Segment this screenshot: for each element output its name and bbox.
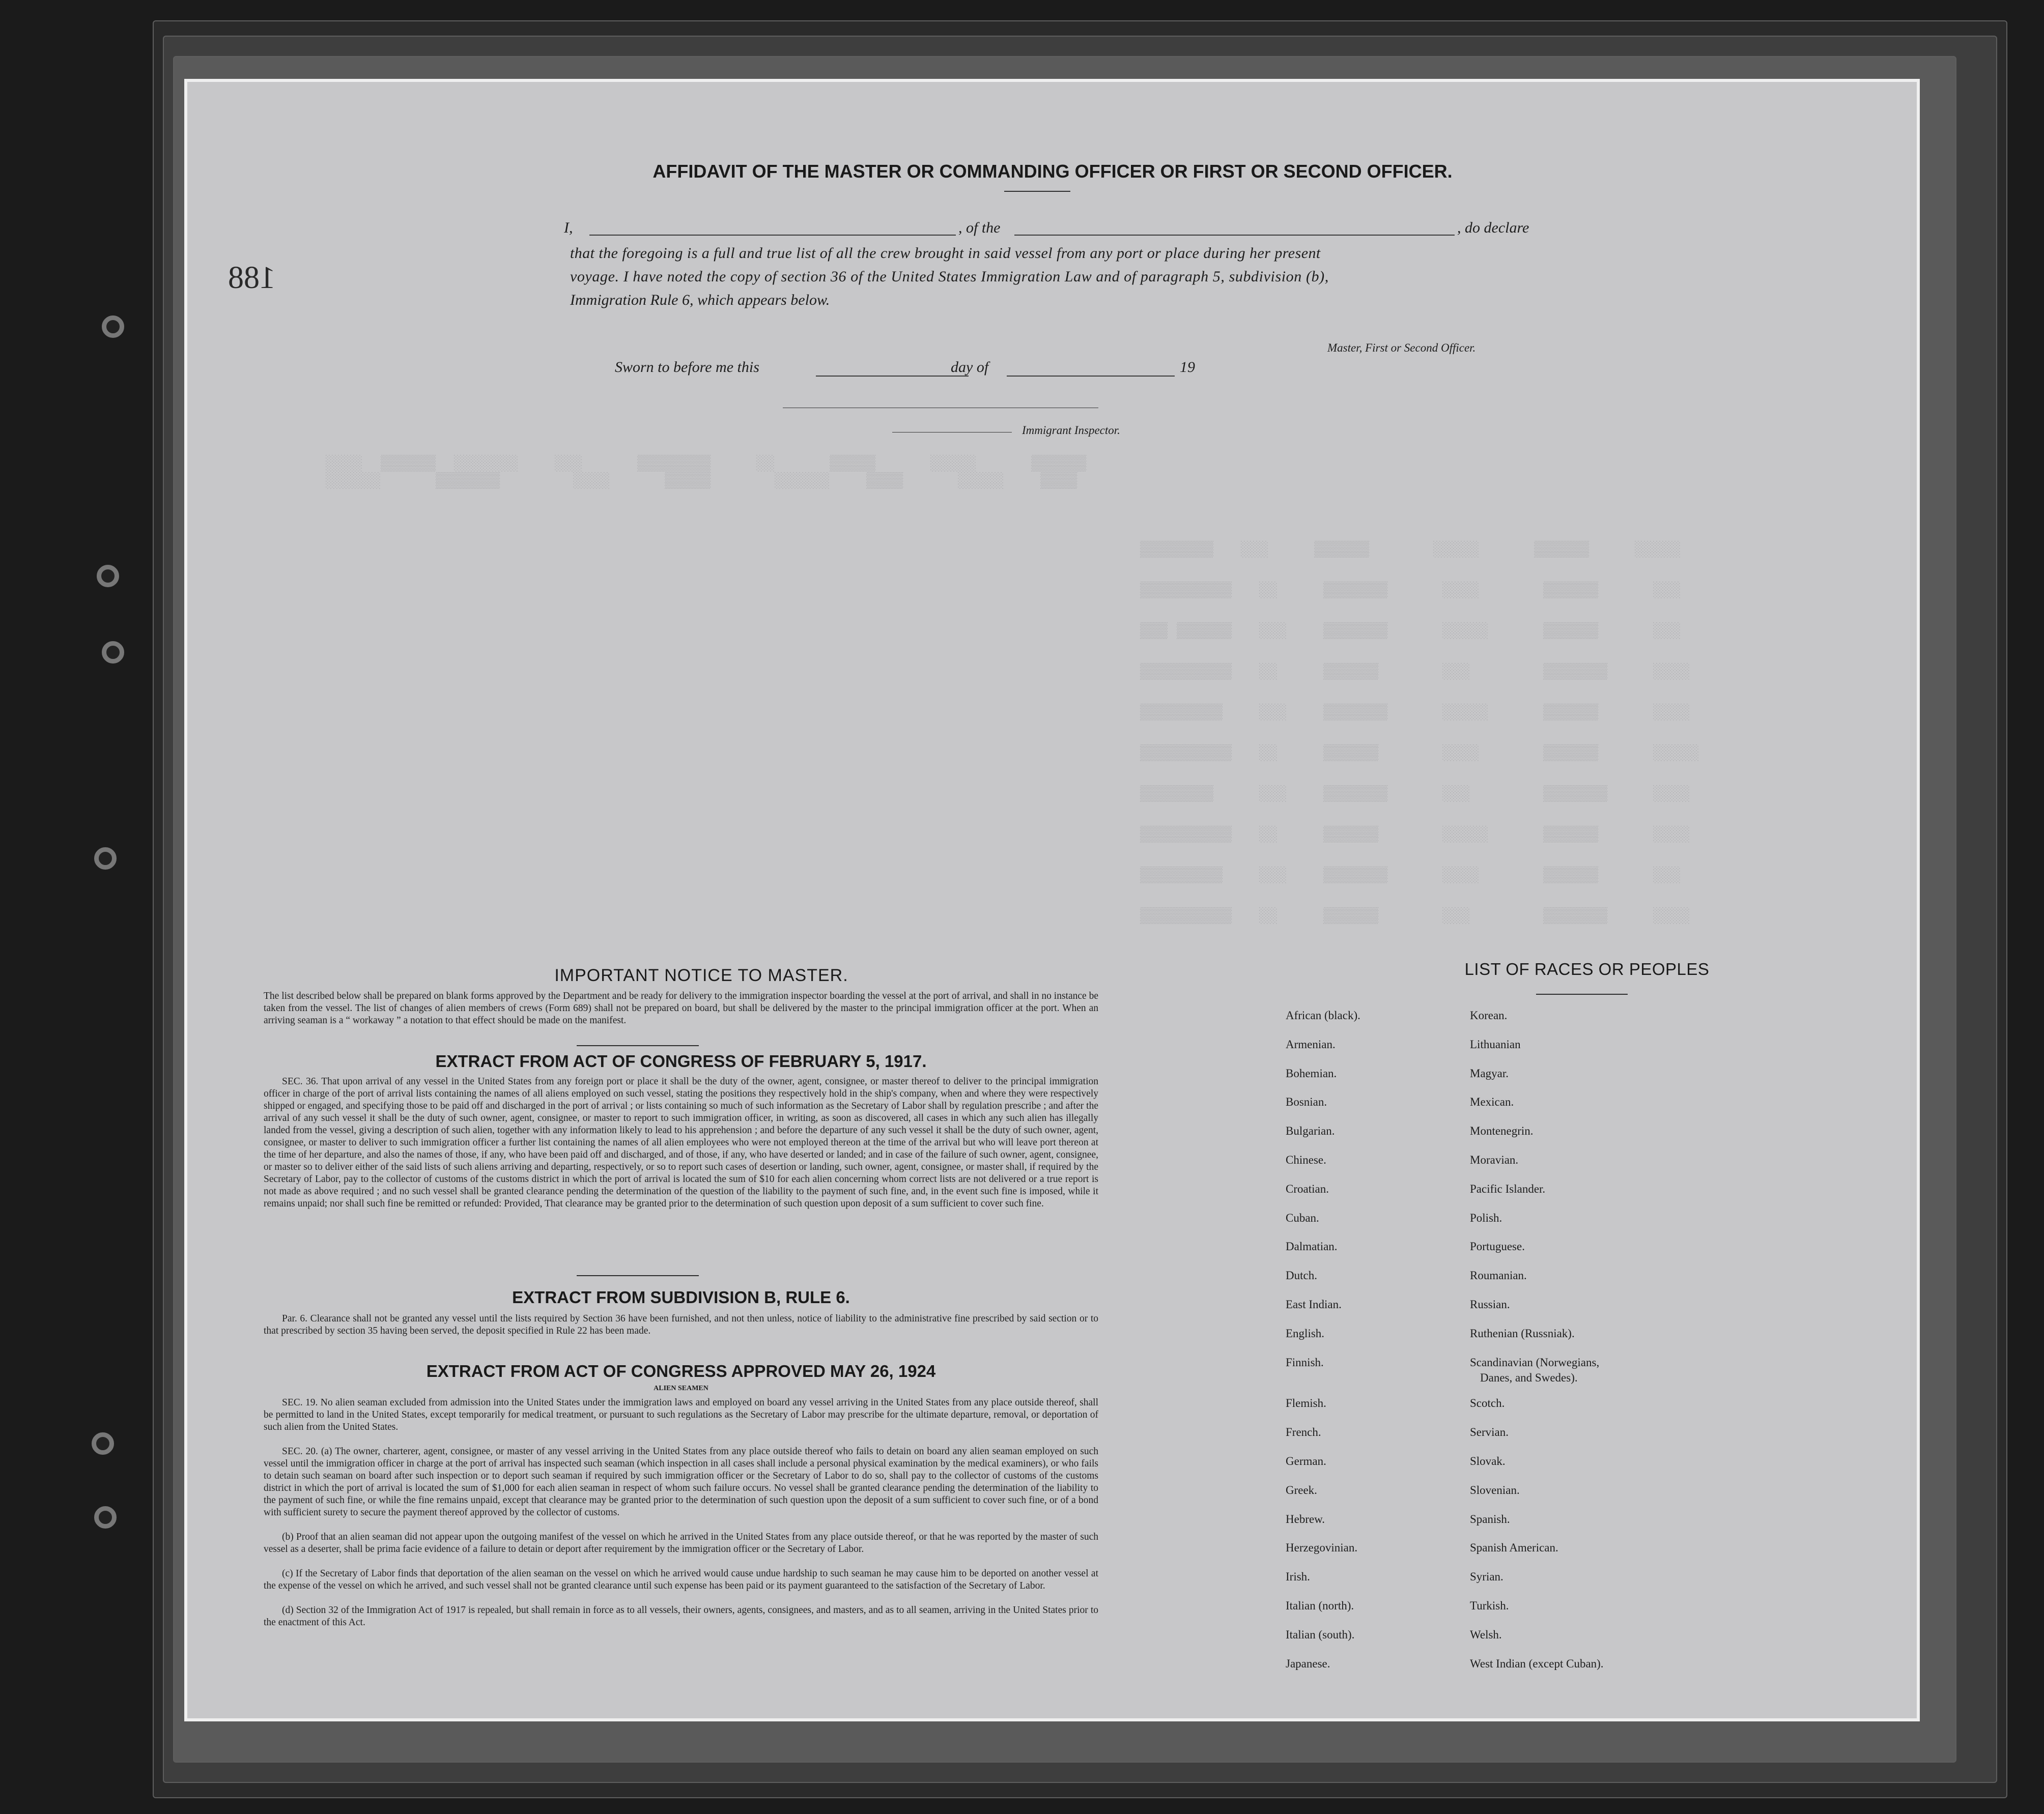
right-race-item: Servian.	[1470, 1426, 1509, 1439]
day-of-label: day of	[951, 359, 989, 376]
right-race-item: Mexican.	[1470, 1096, 1514, 1109]
left-race-item: Japanese.	[1286, 1657, 1330, 1670]
right-race-item: Turkish.	[1470, 1599, 1509, 1612]
right-race-item: Moravian.	[1470, 1154, 1519, 1166]
right-race-item: Magyar.	[1470, 1067, 1509, 1080]
right-race-item: Polish.	[1470, 1211, 1502, 1224]
left-race-item: Hebrew.	[1286, 1512, 1325, 1525]
affidavit-of-the: , of the	[958, 219, 1001, 236]
manifest-page	[184, 79, 1920, 1721]
bleed-through-texture: ▒▒▒▒▒▒▒▒ ░░░ ▒▒▒▒▒▒ ░░░░░ ▒▒▒▒▒▒ ░░░░░ ▒▒▒▒▒▒▒▒▒▒ ░░ ▒▒▒▒▒▒▒ ░░░░ ▒▒▒▒▒▒ ░░░ ▒▒▒ ▒▒▒▒▒▒ ░░░ ▒▒▒▒▒▒▒ ░░░░░ ▒▒▒▒▒▒ ░░░ ▒▒▒▒▒▒▒▒▒▒ ░░ ▒▒▒▒▒▒ ░░░ ▒▒▒▒▒▒▒ ░░░░ ▒▒▒▒▒▒▒▒▒ ░░░ ▒▒▒▒▒▒▒ ░░░░░ ▒▒▒▒▒▒ ░░░░ ▒▒▒▒▒▒▒▒▒▒ ░░ ▒▒▒▒▒▒ ░░░░ ▒▒▒▒▒▒ ░░░░░ ▒▒▒▒▒▒▒▒ ░░░ ▒▒▒▒▒▒▒ ░░░ ▒▒▒▒▒▒▒ ░░░░ ▒▒▒▒▒▒▒▒▒▒ ░░ ▒▒▒▒▒▒ ░░░░░ ▒▒▒▒▒▒ ░░░░ ▒▒▒▒▒▒▒▒▒ ░░░ ▒▒▒▒▒▒▒ ░░░░ ▒▒▒▒▒▒ ░░░ ▒▒▒▒▒▒▒▒▒▒ ░░ ▒▒▒▒▒▒ ░░░ ▒▒▒▒▒▒▒ ░░░░	[1140, 541, 1699, 925]
vessel-blank-line[interactable]	[1014, 235, 1455, 236]
binder-ring-icon	[92, 1432, 114, 1455]
extract-1924-sec20d: (d) Section 32 of the Immigration Act of 1917 is repealed, but shall remain in force as to all vessels, their owners, agents, consignees, and masters, and as to all seamen, arriving in the United States prior to the enactment of this Act.	[264, 1605, 1098, 1628]
races-title: LIST OF RACES OR PEOPLES	[1464, 960, 1710, 978]
sworn-day-blank-line[interactable]	[816, 376, 969, 377]
sworn-label: Sworn to before me this	[615, 359, 759, 376]
left-race-item: African (black).	[1286, 1009, 1360, 1022]
affidavit-line-2: that the foregoing is a full and true list of all the crew brought in said vessel from any port or place during her present	[570, 245, 1321, 262]
right-race-item: Spanish.	[1470, 1512, 1510, 1525]
races-title-underline	[1536, 994, 1628, 995]
year-label: 19	[1180, 359, 1195, 376]
right-race-item: Scotch.	[1470, 1397, 1505, 1410]
left-race-item: Italian (south).	[1286, 1628, 1355, 1641]
extract-1924-sec20a: SEC. 20. (a) The owner, charterer, agent, consignee, or master of any vessel arriving in the United States from any place outside thereof who fails to detain on board any alien seaman employed on such vessel until the immigration officer in charge at the port of arrival has inspected such seaman (which inspection in all cases shall include a personal physical examination by the medical examiners), or who fails to detain such seaman on board after such inspection or to deport such seaman if required by such immigration officer or the Secretary of Labor to do so, shall pay to the collector of customs of the customs district in which the port of arrival is located the sum of $1,000 for each alien seaman in respect of whom such failure occurs. No vessel shall be granted clearance pending the determination of the liability to the payment of such fine, or while the fine remains unpaid, except that clearance may be granted prior to the determination of such question upon the deposit of a sum sufficient to cover such fine, or of a bond with sufficient surety to secure the payment thereof approved by the collector of customs.	[264, 1446, 1098, 1518]
binder-ring-icon	[94, 1506, 117, 1529]
right-race-item: Roumanian.	[1470, 1269, 1527, 1282]
left-race-item: Greek.	[1286, 1483, 1317, 1496]
inspector-caption: Immigrant Inspector.	[1022, 424, 1120, 437]
left-race-item: French.	[1286, 1426, 1321, 1439]
right-race-item: Lithuanian	[1470, 1038, 1521, 1051]
affidavit-i-label: I,	[564, 219, 573, 236]
right-race-item: Montenegrin.	[1470, 1125, 1534, 1138]
right-race-item: Korean.	[1470, 1009, 1508, 1022]
binder-ring-icon	[102, 641, 124, 664]
right-race-item: Portuguese.	[1470, 1240, 1525, 1253]
left-race-item: Croatian.	[1286, 1182, 1329, 1195]
right-race-item: Ruthenian (Russniak).	[1470, 1327, 1575, 1340]
right-race-item: West Indian (except Cuban).	[1470, 1657, 1604, 1670]
signature-caption: Master, First or Second Officer.	[1327, 341, 1476, 354]
section-divider	[577, 1275, 699, 1276]
affidavit-do-declare: , do declare	[1457, 219, 1529, 236]
inspector-title-line	[892, 432, 1012, 433]
race-item-scandinavian-cont: Danes, and Swedes).	[1480, 1371, 1578, 1384]
right-race-item: Syrian.	[1470, 1570, 1503, 1583]
left-race-item: Chinese.	[1286, 1154, 1326, 1166]
right-race-item: Slovenian.	[1470, 1483, 1520, 1496]
right-race-item: Russian.	[1470, 1298, 1510, 1311]
right-race-item: Scandinavian (Norwegians,	[1470, 1356, 1600, 1369]
right-race-item: Pacific Islander.	[1470, 1182, 1546, 1195]
stamp-number: 188	[228, 261, 275, 295]
left-race-item: Bulgarian.	[1286, 1125, 1335, 1138]
notice-title: IMPORTANT NOTICE TO MASTER.	[554, 966, 848, 985]
extract-1924-sec20c: (c) If the Secretary of Labor finds that deportation of the alien seaman on the vessel on which he arrived would cause undue hardship to such seaman he may cause him to be deported on another vessel at the expense of the vessel on which he arrived, and such vessel shall not be granted clearance until such expense has been paid or its payment guaranteed to the satisfaction of the Secretary of Labor.	[264, 1568, 1098, 1591]
left-race-item: Bosnian.	[1286, 1096, 1327, 1109]
right-race-item: Welsh.	[1470, 1628, 1502, 1641]
extract-1924-sec19: SEC. 19. No alien seaman excluded from admission into the United States under the immigration laws and employed on board any vessel arriving in the United States from any place outside thereof, shall be permitted to land in the United States, except temporarily for medical treatment, or pursuant to such regulations as the Secretary of Labor may prescribe for the ultimate departure, removal, or deportation of such alien from the United States.	[264, 1397, 1098, 1432]
binder-ring-icon	[102, 315, 124, 338]
left-race-item: Cuban.	[1286, 1211, 1319, 1224]
left-race-item: German.	[1286, 1455, 1326, 1467]
affidavit-line-3: voyage. I have noted the copy of section 36 of the United States Immigration Law and of paragraph 5, subdivision (b),	[570, 268, 1329, 285]
extract-1924-subtitle: ALIEN SEAMEN	[654, 1385, 708, 1392]
left-race-item: English.	[1286, 1327, 1325, 1340]
section-divider	[577, 1045, 699, 1046]
extract-1924-sec20b: (b) Proof that an alien seaman did not appear upon the outgoing manifest of the vessel on which he arrived in the United States from any place outside thereof, or that he was reported by the master of such vessel as a deserter, shall be prima facie evidence of a failure to detain or deport after requirement by the immigration officer or the Secretary of Labor.	[264, 1532, 1098, 1554]
extract-rule6-title: EXTRACT FROM SUBDIVISION B, RULE 6.	[512, 1288, 850, 1307]
binder-ring-icon	[94, 847, 117, 870]
title-underline	[1004, 191, 1070, 192]
right-race-item: Slovak.	[1470, 1455, 1506, 1467]
affidavit-title: AFFIDAVIT OF THE MASTER OR COMMANDING OFFICER OR FIRST OR SECOND OFFICER.	[652, 161, 1453, 182]
affidavit-line-4: Immigration Rule 6, which appears below.	[570, 292, 830, 308]
binder-ring-icon	[97, 565, 119, 587]
left-race-item: Irish.	[1286, 1570, 1310, 1583]
extract-rule6-body: Par. 6. Clearance shall not be granted any vessel until the lists required by Section 36 have been furnished, and not then unless, notice of liability to the administrative fine prescribed by said section or to that prescribed by section 35 having been served, the deposit specified in Rule 22 has been made.	[264, 1313, 1098, 1336]
left-race-item: Dutch.	[1286, 1269, 1317, 1282]
left-race-item: Herzegovinian.	[1286, 1541, 1358, 1554]
extract-1924-title: EXTRACT FROM ACT OF CONGRESS APPROVED MAY 26, 1924	[426, 1362, 936, 1380]
name-blank-line[interactable]	[589, 235, 956, 236]
right-race-item: Spanish American.	[1470, 1541, 1558, 1554]
sworn-month-blank-line[interactable]	[1007, 376, 1175, 377]
notice-body: The list described below shall be prepared on blank forms approved by the Department and be ready for delivery to the immigration inspector boarding the vessel at the port of arrival, and shall in no instance be taken from the vessel. The list of changes of alien members of crews (Form 689) shall not be prepared on board, but shall be delivered by the master to the principal immigration officer at the port. When an arriving seaman is a “ workaway ” a notation to that effect should be made on the manifest.	[264, 991, 1098, 1026]
left-race-item: Flemish.	[1286, 1397, 1326, 1410]
bleed-through-texture: ░░░░ ▒▒▒▒▒▒ ░░░░░░░ ░░░ ▒▒▒▒▒▒▒▒ ░░ ▒▒▒▒▒ ░░░░░ ▒▒▒▒▒▒ ░░░░░░ ▒▒▒▒▒▒▒ ░░░░ ▒▒▒▒▒ ░░░░░░ ▒▒▒▒ ░░░░░ ▒▒▒▒	[326, 455, 1087, 490]
extract-1917-body: SEC. 36. That upon arrival of any vessel in the United States from any foreign port or place it shall be the duty of the owner, agent, consignee, or master thereof to deliver to the principal immigration officer in charge of the port of arrival lists containing the names of all aliens employed on such vessel, stating the positions they respectively hold in the ship's company, when and where they were respectively shipped or engaged, and specifying those to be paid off and discharged in the port of arrival ; or lists containing so much of such information as the Secretary of Labor shall by regulation prescribe ; and after the arrival of any such vessel it shall be the duty of such owner, agent, consignee, or master to report to such immigration officer, in writing, as soon as discovered, all cases in which any such alien has illegally landed from the vessel, giving a description of such alien, together with any information likely to lead to his apprehension ; and before the departure of any such vessel it shall be the duty of such owner, agent, consignee, or master to deliver to such immigration officer a further list containing the names of all alien employees who were not employed thereon at the time of the arrival but who will leave port thereon at the time of her departure, and also the names of those, if any, who have been paid off and discharged, and of those, if any, who have deserted or landed; and in case of the failure of such owner, agent, consignee, or master so to deliver either of the said lists of such aliens arriving and departing, respectively, or so to report such cases of desertion or landing, such owner, agent, consignee, or master shall, if required by the Secretary of Labor, pay to the collector of customs of the customs district in which the port of arrival is located the sum of $10 for each alien concerning whom correct lists are not delivered or a true report is not made as above required ; and no such vessel shall be granted clearance pending the determination of the question of the liability to the payment of such fine, and, in the event such fine is imposed, while it remains unpaid; nor shall such fine be remitted or refunded: Provided, That clearance may be granted prior to the determination of such question upon deposit of a sum sufficient to cover such fine.	[264, 1076, 1098, 1209]
left-race-item: Finnish.	[1286, 1356, 1324, 1369]
left-race-item: Bohemian.	[1286, 1067, 1337, 1080]
left-race-item: Armenian.	[1286, 1038, 1336, 1051]
left-race-item: East Indian.	[1286, 1298, 1342, 1311]
extract-1917-title: EXTRACT FROM ACT OF CONGRESS OF FEBRUARY 5, 1917.	[435, 1052, 927, 1071]
left-race-item: Dalmatian.	[1286, 1240, 1338, 1253]
left-race-item: Italian (north).	[1286, 1599, 1354, 1612]
